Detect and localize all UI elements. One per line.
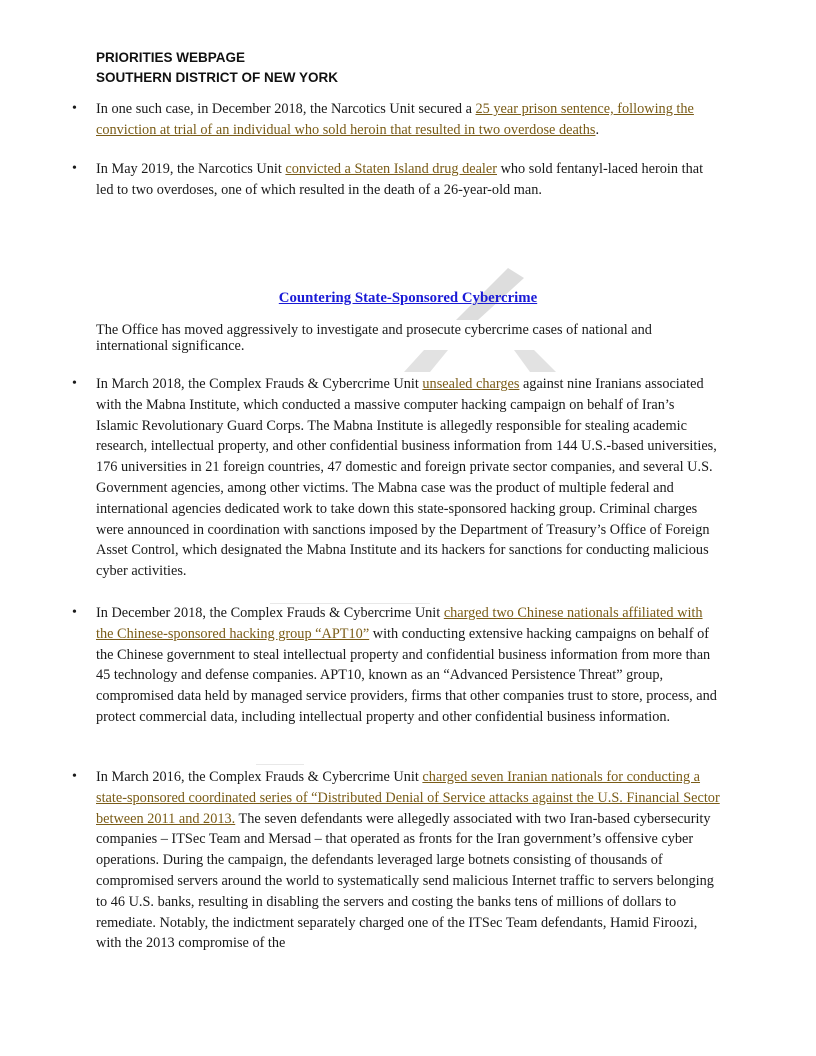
bullet-marker: • [72, 605, 77, 620]
list-item-narcotics-2018 [96, 99, 720, 141]
list-item-apt10 [96, 603, 720, 728]
apt10-link[interactable]: charged two Chinese nationals affiliated with the Chinese-sponsored hacking group “APT10” [96, 605, 703, 642]
item-text: who sold fentanyl-laced heroin that led to two overdoses, one of which resulted in the death of a 26-year-old man. [96, 161, 704, 198]
staten-island-link[interactable]: convicted a Staten Island drug dealer [285, 161, 497, 177]
divider [256, 764, 304, 765]
list-item-mabna [96, 374, 720, 582]
section-title-link[interactable]: Countering State-Sponsored Cybercrime [278, 290, 538, 306]
item-text: . [595, 121, 600, 138]
item-text: In March 2018, the Complex Frauds & Cybercrime Unit [96, 376, 423, 392]
bullet-marker: • [72, 376, 77, 391]
list-item-narcotics-2019 [96, 159, 720, 201]
item-text: In March 2016, the Complex Frauds & Cybercrime Unit [96, 769, 423, 785]
item-text: In May 2019, the Narcotics Unit [96, 161, 286, 177]
item-text: The seven defendants were allegedly associated with two Iran-based cybersecurity companies – ITSec Team and Mersad – that operated as fronts for the Iran government’s offensive cyber operations. During the campaign, the defendants leveraged large botnets consisting of thousands of compromised servers around the world to systematically send malicious Internet traffic to servers belonging to 46 U.S. banks, resulting in disabling the servers and costing the banks tens of millions of dollars to remediate. Notably, the indictment separately charged one of the ITSec Team defendants, Hamid Firoozi, with the 2013 compromise of the [96, 810, 714, 952]
bullet-marker: • [72, 101, 77, 116]
item-text: with conducting extensive hacking campaigns on behalf of the Chinese government to steal intellectual property and confidential business information from more than 45 technology and defense companies. APT10, known as an “Advanced Persistence Threat” group, compromised data held by managed service providers, firms that other companies trust to store, process, and protect commercial data, including intellectual property and other confidential business information. [96, 625, 717, 725]
page-header [96, 48, 338, 88]
unsealed-charges-link[interactable]: unsealed charges [422, 376, 520, 392]
item-text: against nine Iranians associated with the Mabna Institute, which conducted a massive computer hacking campaign on behalf of Iran’s Islamic Revolutionary Guard Corps. The Mabna Institute is allegedly responsible for stealing academic research, intellectual property, and other confidential business information from 144 U.S.-based universities, 176 universities in 21 foreign countries, 47 domestic and foreign private sector companies, and several U.S. Government agencies, among other victims. The Mabna case was the product of multiple federal and international agencies dedicated work to take down this state-sponsored hacking group. Criminal charges were announced in coordination with sanctions imposed by the Department of Treasury’s Office of Foreign Asset Control, which designated the Mabna Institute and its hackers for sanctions for conducting malicious cyber activities. [96, 376, 717, 580]
bullet-marker: • [72, 161, 77, 176]
ddos-charges-link[interactable]: charged seven Iranian nationals for conducting a state-sponsored coordinated series of “Distributed Denial of Service attacks against the U.S. Financial Sector between 2011 and 2013. [96, 769, 720, 827]
section-intro: The Office has moved aggressively to investigate and prosecute cybercrime cases of national and international significance. [96, 322, 652, 354]
header-title: PRIORITIES WEBPAGE [96, 50, 246, 65]
sentence-link[interactable]: 25 year prison sentence, following the conviction at trial of an individual who sold heroin that resulted in two overdose deaths [96, 101, 694, 138]
section-title [96, 288, 720, 308]
list-item-iran-ddos [96, 767, 720, 954]
item-text: In one such case, in December 2018, the Narcotics Unit secured a [96, 101, 476, 117]
bullet-marker: • [72, 769, 77, 784]
header-district: SOUTHERN DISTRICT OF NEW YORK [96, 70, 339, 85]
item-text: In December 2018, the Complex Frauds & Cybercrime Unit [96, 605, 444, 621]
watermark-graphic [404, 268, 556, 372]
